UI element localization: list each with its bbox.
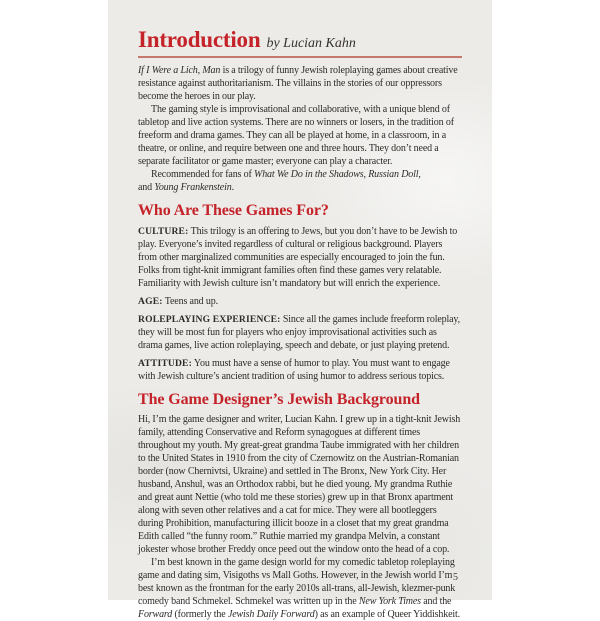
text-run: . [231,182,234,193]
text-run: is a trilogy of funny Jewish roleplaying games about creative resistance against authoritarianism. The villains in the stories of our oppressors become the heroes in our play. [138,65,458,102]
text-run: If I Were a Lich, Man [138,65,221,76]
paragraph-label: CULTURE: [138,226,189,237]
paragraph [138,225,462,290]
text-run: (formerly the [172,609,228,620]
text-run: ) as an example of Queer Yiddishkeit. [314,609,460,620]
document-body [138,64,462,621]
text-run: New York Times [358,596,421,607]
page-byline: by Lucian Kahn [266,36,356,51]
text-run: Young Frankenstein [154,182,232,193]
paragraph [138,413,462,556]
paragraph [138,313,462,352]
paragraph [138,64,462,103]
text-run: Jewish Daily Forward [227,609,315,620]
text-run: and the [420,596,452,607]
text-run: Forward [138,609,173,620]
text-run: What We Do in the Shadows, Russian Doll, [254,169,421,180]
section-heading: The Game Designer’s Jewish Background [138,391,420,408]
text-run: and [138,182,155,193]
page-header [138,27,462,58]
text-run: Teens and up. [162,296,218,307]
page-content [138,27,462,621]
text-run: You must have a sense of humor to play. You must want to engage with Jewish culture’s ancient tradition of using humor to address serious topics. [138,358,450,382]
paragraph-label: AGE: [138,296,163,307]
paragraph [138,295,462,308]
text-run: The gaming style is improvisational and collaborative, with a unique blend of tabletop and live action systems. There are no winners or losers, in the tradition of freeform and drama games. They can all be played at home, in a classroom, in a theatre, or online, and require between one and three hours. They don’t need a separate facilitator or game master; everyone can play a character. [138,104,454,167]
text-run: Recommended for fans of [151,169,255,180]
paragraph-label: ATTITUDE: [138,358,192,369]
text-run: I’m best known in the game design world for my comedic tabletop roleplaying game and dating sim, Visigoths vs Mall Goths. However, in the Jewish world I’m best known as the frontman for the early 2010s all-trans, all-Jewish, klezmer-punk comedy band Schmekel. Schmekel was written up in the [138,557,456,607]
page-number: 5 [453,572,458,583]
paragraph [138,357,462,383]
page-title: Introduction [138,27,261,52]
text-run: This trilogy is an offering to Jews, but you don’t have to be Jewish to play. Everyone’s invited regardless of cultural or religious background. Players from other marginalized communities are especially encouraged to join the fun. Folks from tight-knit immigrant families often find these games very relatable. Familiarity with Jewish culture isn’t mandatory but will enrich the experience. [138,226,458,289]
text-run: Hi, I’m the game designer and writer, Lucian Kahn. I grew up in a tight-knit Jewish family, attending Conservative and Reform synagogues at different times throughout my youth. My great-great grandma Taube immigrated with her children to the United States in 1910 from the city of Czernowitz on the Austrian-Romanian border (now Chernivtsi, Ukraine) and settled in The Bronx, New York City. Her husband, Anshul, was an Orthodox rabbi, but he died young. My grandma Ruthie and great aunt Nettie (who told me these stories) grew up in that Bronx apartment along with seven other relatives and a cat for mice. They were all bootleggers during Prohibition, manufacturing illicit booze in a closet that my great grandma Edith called “the funny room.” Ruthie married my grandpa Melvin, a constant jokester whose brother Freddy once peed out the window onto the head of a cop. [138,414,461,555]
section-heading: Who Are These Games For? [138,202,329,219]
paragraph [138,168,462,194]
paragraph [138,103,462,168]
text-run: Since all the games include freeform roleplay, they will be most fun for players who enjoy improvisational activities such as drama games, live action roleplaying, speech and debate, or just playing pretend. [138,314,460,351]
book-page [108,0,492,620]
paragraph-label: ROLEPLAYING EXPERIENCE: [138,314,281,325]
paragraph [138,556,462,621]
